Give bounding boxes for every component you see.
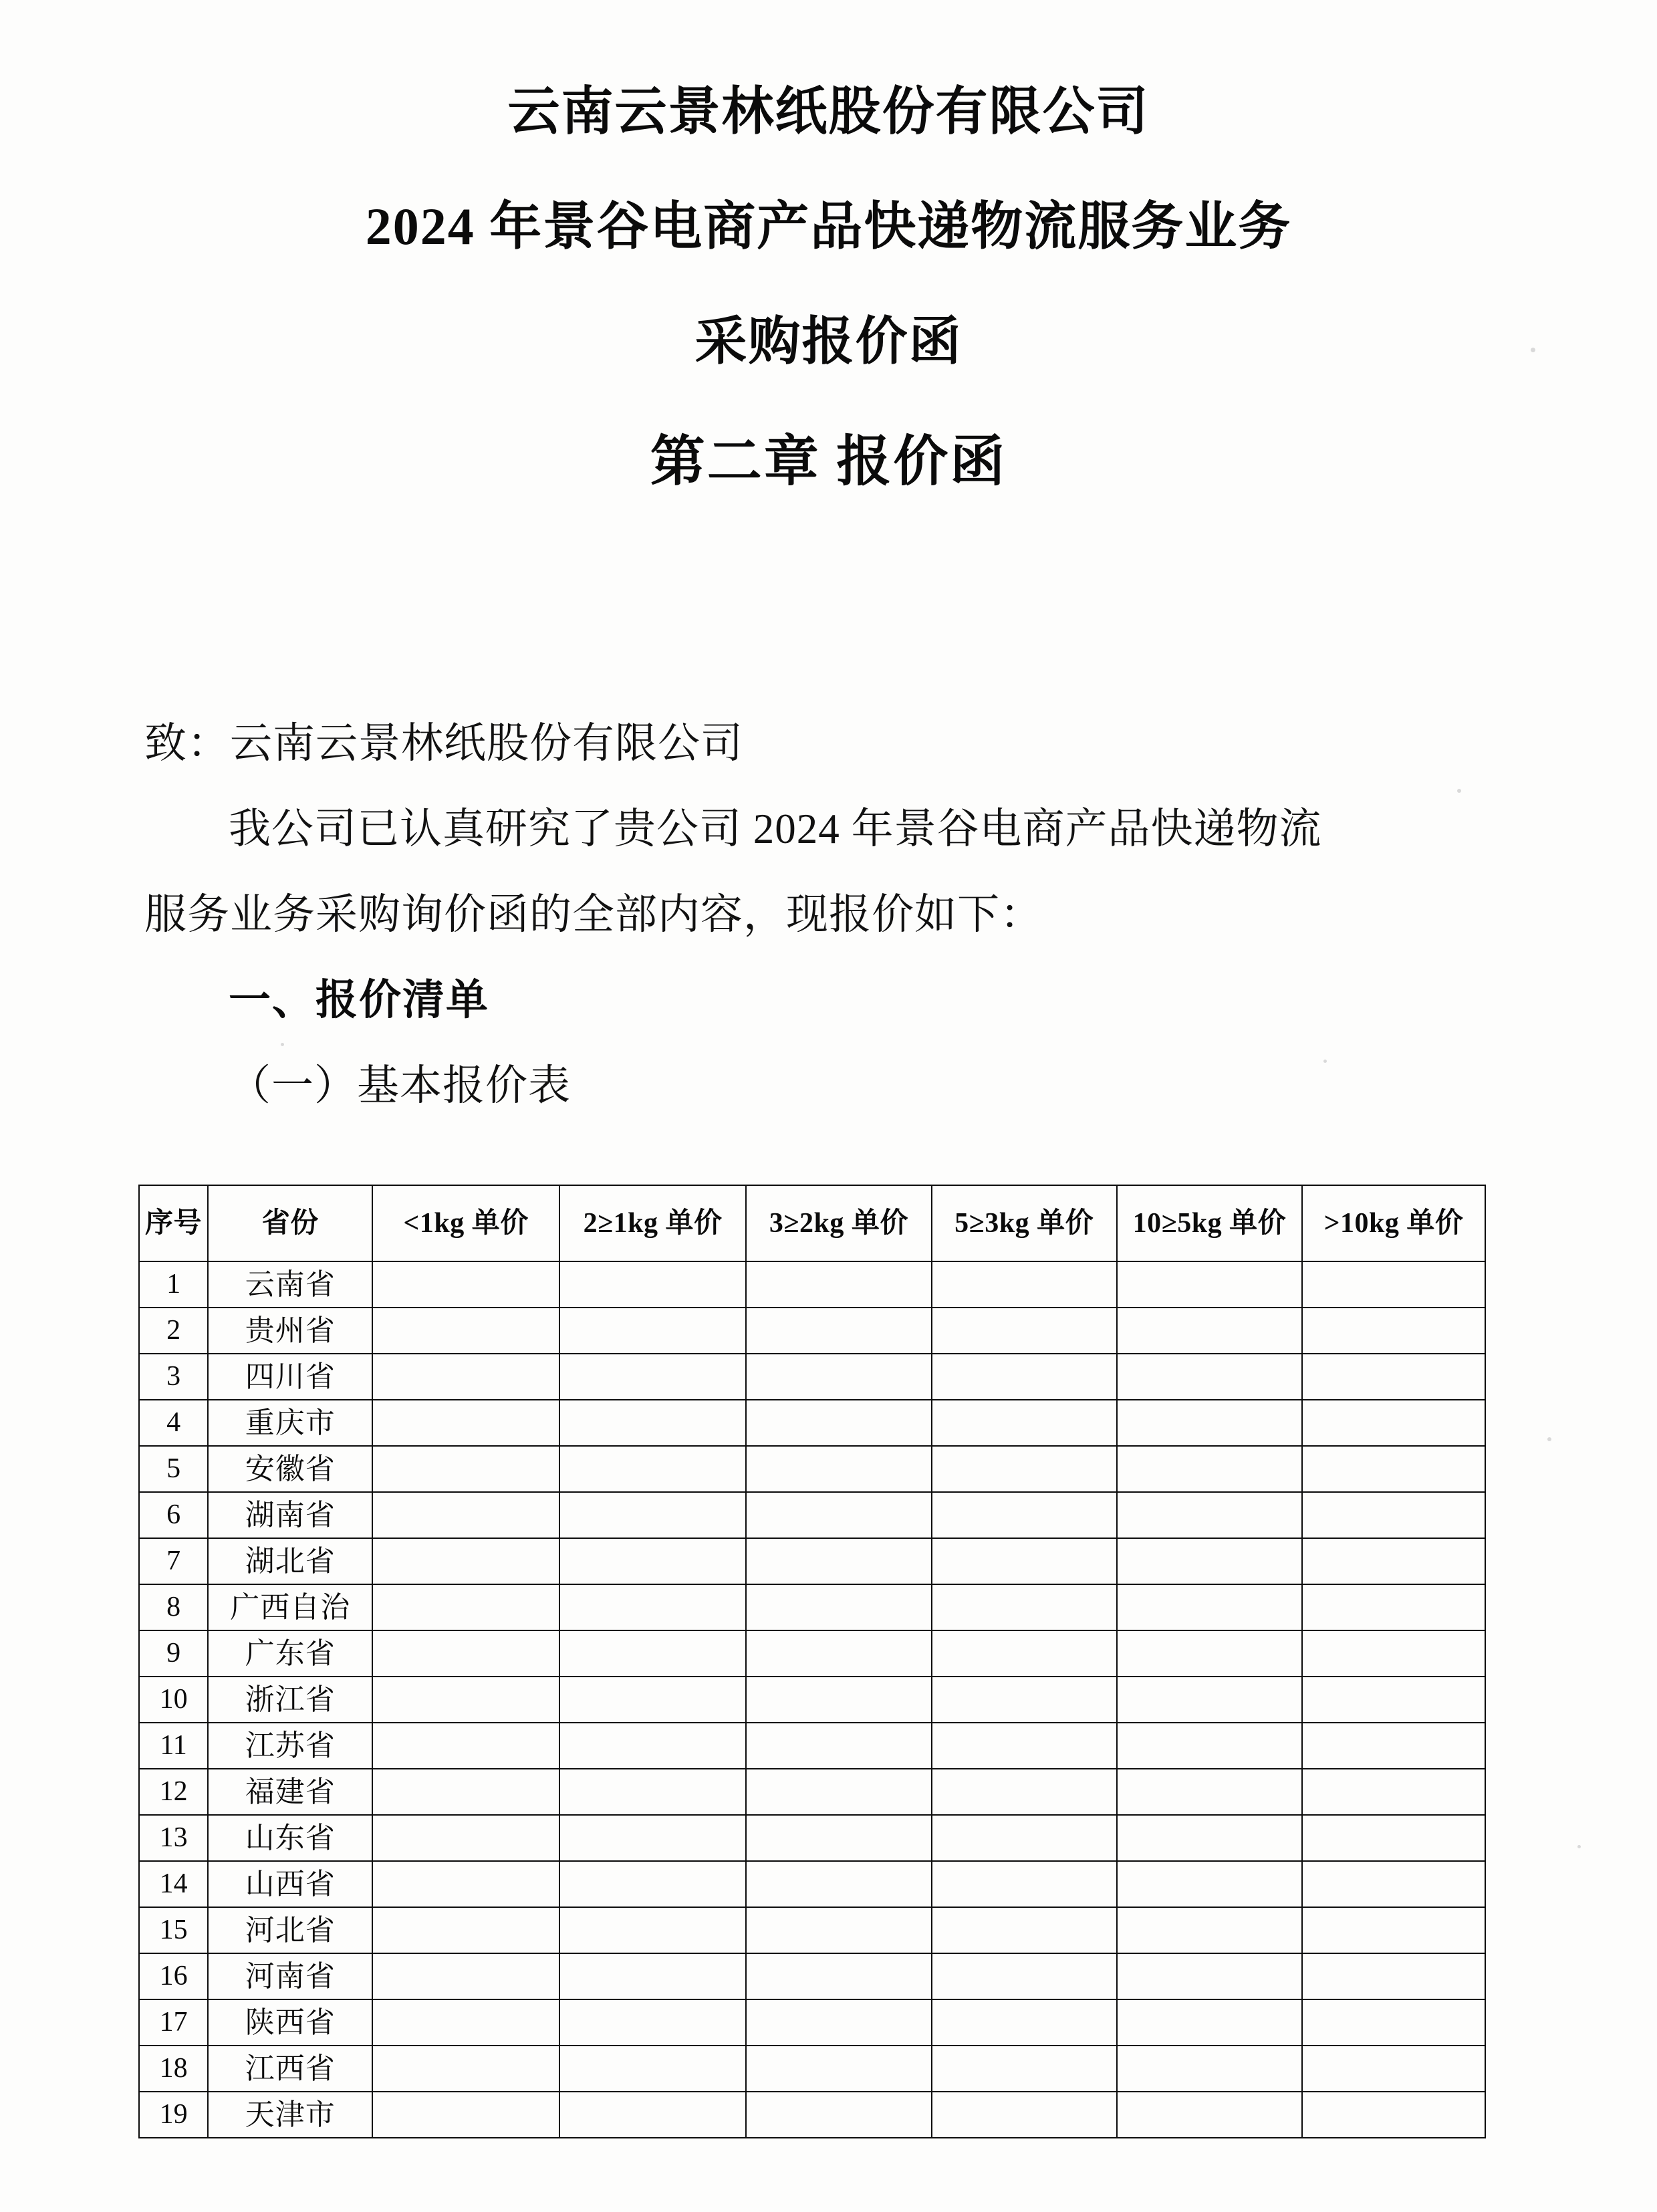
price-cell-over-10kg[interactable] (1302, 1492, 1485, 1538)
row-index-cell: 8 (139, 1584, 208, 1630)
table-row (139, 1261, 1485, 1308)
price-cell-2-to-1kg[interactable] (559, 2046, 746, 2092)
table-body (139, 1261, 1485, 2138)
price-cell-3-to-2kg[interactable] (746, 1584, 931, 1630)
column-header-3-to-2kg: 3≥2kg 单价 (746, 1185, 931, 1261)
document-title-line-3: 采购报价函 (694, 312, 963, 370)
row-province-cell: 重庆市 (208, 1400, 372, 1446)
row-province-cell: 江苏省 (208, 1723, 372, 1769)
table-row (139, 1584, 1485, 1630)
price-cell-5-to-3kg[interactable] (932, 2046, 1117, 2092)
price-cell-5-to-3kg[interactable] (932, 1953, 1117, 1999)
price-cell-2-to-1kg[interactable] (559, 1308, 746, 1354)
row-province-cell: 湖南省 (208, 1492, 372, 1538)
price-cell-10-to-5kg[interactable] (1117, 1723, 1302, 1769)
price-cell-over-10kg[interactable] (1302, 1953, 1485, 1999)
price-cell-5-to-3kg[interactable] (932, 1999, 1117, 2046)
price-cell-over-10kg[interactable] (1302, 1400, 1485, 1446)
table-row (139, 1999, 1485, 2046)
price-cell-5-to-3kg[interactable] (932, 1446, 1117, 1492)
price-cell-2-to-1kg[interactable] (559, 1584, 746, 1630)
price-cell-2-to-1kg[interactable] (559, 2092, 746, 2138)
row-index-cell: 13 (139, 1815, 208, 1861)
price-cell-3-to-2kg[interactable] (746, 1815, 931, 1861)
price-cell-5-to-3kg[interactable] (932, 1723, 1117, 1769)
price-cell-10-to-5kg[interactable] (1117, 1584, 1302, 1630)
price-cell-under-1kg[interactable] (372, 1261, 559, 1308)
table-header-row (139, 1185, 1485, 1261)
price-cell-10-to-5kg[interactable] (1117, 1630, 1302, 1677)
price-cell-10-to-5kg[interactable] (1117, 1261, 1302, 1308)
basic-quotation-table-container (138, 1185, 1486, 2138)
column-header-10-to-5kg: 10≥5kg 单价 (1117, 1185, 1302, 1261)
row-province-cell: 江西省 (208, 2046, 372, 2092)
letter-paragraph-line-1: 我公司已认真研究了贵公司 2024 年景谷电商产品快递物流 (229, 806, 1322, 852)
row-index-cell: 3 (139, 1354, 208, 1400)
price-cell-over-10kg[interactable] (1302, 1907, 1485, 1953)
row-province-cell: 安徽省 (208, 1446, 372, 1492)
row-index-cell: 14 (139, 1861, 208, 1907)
table-row (139, 1723, 1485, 1769)
price-cell-3-to-2kg[interactable] (746, 1723, 931, 1769)
column-header-over-10kg: >10kg 单价 (1302, 1185, 1485, 1261)
row-index-cell: 4 (139, 1400, 208, 1446)
table-row (139, 1769, 1485, 1815)
price-cell-over-10kg[interactable] (1302, 1815, 1485, 1861)
row-province-cell: 四川省 (208, 1354, 372, 1400)
table-row (139, 2046, 1485, 2092)
letter-body (144, 701, 1530, 1128)
price-cell-over-10kg[interactable] (1302, 1769, 1485, 1815)
price-cell-3-to-2kg[interactable] (746, 1354, 931, 1400)
price-cell-under-1kg[interactable] (372, 1538, 559, 1584)
price-cell-3-to-2kg[interactable] (746, 1446, 931, 1492)
price-cell-over-10kg[interactable] (1302, 1261, 1485, 1308)
row-province-cell: 福建省 (208, 1769, 372, 1815)
table-row (139, 2092, 1485, 2138)
table-row (139, 1677, 1485, 1723)
price-cell-2-to-1kg[interactable] (559, 1999, 746, 2046)
table-row (139, 1907, 1485, 1953)
column-header-province: 省份 (208, 1185, 372, 1261)
price-cell-10-to-5kg[interactable] (1117, 1769, 1302, 1815)
price-cell-5-to-3kg[interactable] (932, 1861, 1117, 1907)
price-cell-under-1kg[interactable] (372, 1492, 559, 1538)
price-cell-over-10kg[interactable] (1302, 1723, 1485, 1769)
price-cell-over-10kg[interactable] (1302, 1308, 1485, 1354)
row-province-cell: 山西省 (208, 1861, 372, 1907)
price-cell-2-to-1kg[interactable] (559, 1538, 746, 1584)
price-cell-under-1kg[interactable] (372, 1723, 559, 1769)
document-title-line-1: 云南云景林纸股份有限公司 (507, 82, 1150, 140)
price-cell-under-1kg[interactable] (372, 1815, 559, 1861)
price-cell-under-1kg[interactable] (372, 1861, 559, 1907)
price-cell-2-to-1kg[interactable] (559, 1907, 746, 1953)
price-cell-3-to-2kg[interactable] (746, 1907, 931, 1953)
table-header (139, 1185, 1485, 1261)
price-cell-5-to-3kg[interactable] (932, 1815, 1117, 1861)
price-cell-5-to-3kg[interactable] (932, 2092, 1117, 2138)
price-cell-10-to-5kg[interactable] (1117, 1907, 1302, 1953)
price-cell-over-10kg[interactable] (1302, 1999, 1485, 2046)
price-cell-2-to-1kg[interactable] (559, 1769, 746, 1815)
price-cell-10-to-5kg[interactable] (1117, 1999, 1302, 2046)
price-cell-under-1kg[interactable] (372, 1630, 559, 1677)
price-cell-2-to-1kg[interactable] (559, 1861, 746, 1907)
price-cell-under-1kg[interactable] (372, 1769, 559, 1815)
letter-paragraph-line-2: 服务业务采购询价函的全部内容，现报价如下： (144, 891, 1043, 938)
price-cell-10-to-5kg[interactable] (1117, 1492, 1302, 1538)
price-cell-5-to-3kg[interactable] (932, 1677, 1117, 1723)
price-cell-2-to-1kg[interactable] (559, 1723, 746, 1769)
row-index-cell: 12 (139, 1769, 208, 1815)
price-cell-over-10kg[interactable] (1302, 1538, 1485, 1584)
row-index-cell: 10 (139, 1677, 208, 1723)
price-cell-10-to-5kg[interactable] (1117, 2092, 1302, 2138)
column-header-index: 序号 (139, 1185, 208, 1261)
column-header-5-to-3kg: 5≥3kg 单价 (932, 1185, 1117, 1261)
price-cell-under-1kg[interactable] (372, 2092, 559, 2138)
row-index-cell: 7 (139, 1538, 208, 1584)
row-province-cell: 广西自治 (208, 1584, 372, 1630)
row-province-cell: 山东省 (208, 1815, 372, 1861)
price-cell-3-to-2kg[interactable] (746, 1861, 931, 1907)
price-cell-10-to-5kg[interactable] (1117, 1953, 1302, 1999)
price-cell-2-to-1kg[interactable] (559, 1630, 746, 1677)
table-row (139, 1815, 1485, 1861)
row-province-cell: 湖北省 (208, 1538, 372, 1584)
price-cell-2-to-1kg[interactable] (559, 1354, 746, 1400)
price-cell-3-to-2kg[interactable] (746, 2046, 931, 2092)
price-cell-10-to-5kg[interactable] (1117, 1861, 1302, 1907)
scan-speck (1577, 1845, 1581, 1848)
table-row (139, 1630, 1485, 1677)
price-cell-under-1kg[interactable] (372, 1907, 559, 1953)
table-row (139, 1492, 1485, 1538)
price-cell-2-to-1kg[interactable] (559, 1953, 746, 1999)
price-cell-3-to-2kg[interactable] (746, 1400, 931, 1446)
price-cell-5-to-3kg[interactable] (932, 1354, 1117, 1400)
row-index-cell: 15 (139, 1907, 208, 1953)
price-cell-2-to-1kg[interactable] (559, 1677, 746, 1723)
price-cell-5-to-3kg[interactable] (932, 1907, 1117, 1953)
table-row (139, 1446, 1485, 1492)
row-index-cell: 9 (139, 1630, 208, 1677)
price-cell-2-to-1kg[interactable] (559, 1400, 746, 1446)
table-row (139, 1953, 1485, 1999)
price-cell-5-to-3kg[interactable] (932, 1400, 1117, 1446)
price-cell-3-to-2kg[interactable] (746, 1630, 931, 1677)
price-cell-3-to-2kg[interactable] (746, 2092, 931, 2138)
table-row (139, 1538, 1485, 1584)
price-cell-under-1kg[interactable] (372, 1446, 559, 1492)
row-index-cell: 6 (139, 1492, 208, 1538)
price-cell-under-1kg[interactable] (372, 1308, 559, 1354)
price-cell-10-to-5kg[interactable] (1117, 1538, 1302, 1584)
price-cell-under-1kg[interactable] (372, 1354, 559, 1400)
price-cell-under-1kg[interactable] (372, 1999, 559, 2046)
price-cell-10-to-5kg[interactable] (1117, 1354, 1302, 1400)
price-cell-3-to-2kg[interactable] (746, 1769, 931, 1815)
section-heading-1: 一、报价清单 (229, 977, 489, 1023)
row-province-cell: 广东省 (208, 1630, 372, 1677)
price-cell-under-1kg[interactable] (372, 1400, 559, 1446)
chapter-heading: 第二章 报价函 (650, 431, 1007, 492)
price-cell-over-10kg[interactable] (1302, 1446, 1485, 1492)
row-province-cell: 天津市 (208, 2092, 372, 2138)
price-cell-10-to-5kg[interactable] (1117, 1308, 1302, 1354)
document-title-line-2: 2024 年景谷电商产品快递物流服务业务 (365, 197, 1292, 255)
price-cell-10-to-5kg[interactable] (1117, 1400, 1302, 1446)
price-cell-over-10kg[interactable] (1302, 1584, 1485, 1630)
price-cell-over-10kg[interactable] (1302, 1354, 1485, 1400)
price-cell-5-to-3kg[interactable] (932, 1584, 1117, 1630)
price-cell-5-to-3kg[interactable] (932, 1630, 1117, 1677)
row-province-cell: 贵州省 (208, 1308, 372, 1354)
row-index-cell: 16 (139, 1953, 208, 1999)
table-row (139, 1354, 1485, 1400)
letter-salutation: 致：云南云景林纸股份有限公司 (144, 720, 743, 767)
table-row (139, 1861, 1485, 1907)
row-index-cell: 5 (139, 1446, 208, 1492)
row-province-cell: 云南省 (208, 1261, 372, 1308)
table-row (139, 1400, 1485, 1446)
price-cell-under-1kg[interactable] (372, 1584, 559, 1630)
row-province-cell: 浙江省 (208, 1677, 372, 1723)
price-cell-3-to-2kg[interactable] (746, 1261, 931, 1308)
price-cell-10-to-5kg[interactable] (1117, 1815, 1302, 1861)
section-heading-1-sub-1: （一）基本报价表 (229, 1062, 571, 1109)
price-cell-3-to-2kg[interactable] (746, 1677, 931, 1723)
price-cell-over-10kg[interactable] (1302, 1677, 1485, 1723)
row-province-cell: 陕西省 (208, 1999, 372, 2046)
price-cell-over-10kg[interactable] (1302, 1861, 1485, 1907)
price-cell-3-to-2kg[interactable] (746, 1308, 931, 1354)
row-province-cell: 河南省 (208, 1953, 372, 1999)
price-cell-over-10kg[interactable] (1302, 2046, 1485, 2092)
row-province-cell: 河北省 (208, 1907, 372, 1953)
row-index-cell: 1 (139, 1261, 208, 1308)
price-cell-over-10kg[interactable] (1302, 2092, 1485, 2138)
price-cell-2-to-1kg[interactable] (559, 1261, 746, 1308)
price-cell-2-to-1kg[interactable] (559, 1492, 746, 1538)
row-index-cell: 11 (139, 1723, 208, 1769)
price-cell-under-1kg[interactable] (372, 2046, 559, 2092)
price-cell-over-10kg[interactable] (1302, 1630, 1485, 1677)
price-cell-under-1kg[interactable] (372, 1677, 559, 1723)
price-cell-under-1kg[interactable] (372, 1953, 559, 1999)
scan-speck (1547, 1437, 1551, 1441)
row-index-cell: 17 (139, 1999, 208, 2046)
column-header-2-to-1kg: 2≥1kg 单价 (559, 1185, 746, 1261)
price-cell-5-to-3kg[interactable] (932, 1769, 1117, 1815)
column-header-under-1kg: <1kg 单价 (372, 1185, 559, 1261)
price-cell-3-to-2kg[interactable] (746, 1492, 931, 1538)
price-cell-2-to-1kg[interactable] (559, 1446, 746, 1492)
price-cell-10-to-5kg[interactable] (1117, 1677, 1302, 1723)
price-cell-3-to-2kg[interactable] (746, 1999, 931, 2046)
row-index-cell: 19 (139, 2092, 208, 2138)
price-cell-2-to-1kg[interactable] (559, 1815, 746, 1861)
price-cell-5-to-3kg[interactable] (932, 1261, 1117, 1308)
table-row (139, 1308, 1485, 1354)
price-cell-5-to-3kg[interactable] (932, 1538, 1117, 1584)
price-cell-10-to-5kg[interactable] (1117, 2046, 1302, 2092)
price-cell-5-to-3kg[interactable] (932, 1492, 1117, 1538)
price-cell-10-to-5kg[interactable] (1117, 1446, 1302, 1492)
basic-quotation-table (138, 1185, 1486, 2138)
price-cell-3-to-2kg[interactable] (746, 1953, 931, 1999)
price-cell-5-to-3kg[interactable] (932, 1308, 1117, 1354)
row-index-cell: 18 (139, 2046, 208, 2092)
row-index-cell: 2 (139, 1308, 208, 1354)
price-cell-3-to-2kg[interactable] (746, 1538, 931, 1584)
